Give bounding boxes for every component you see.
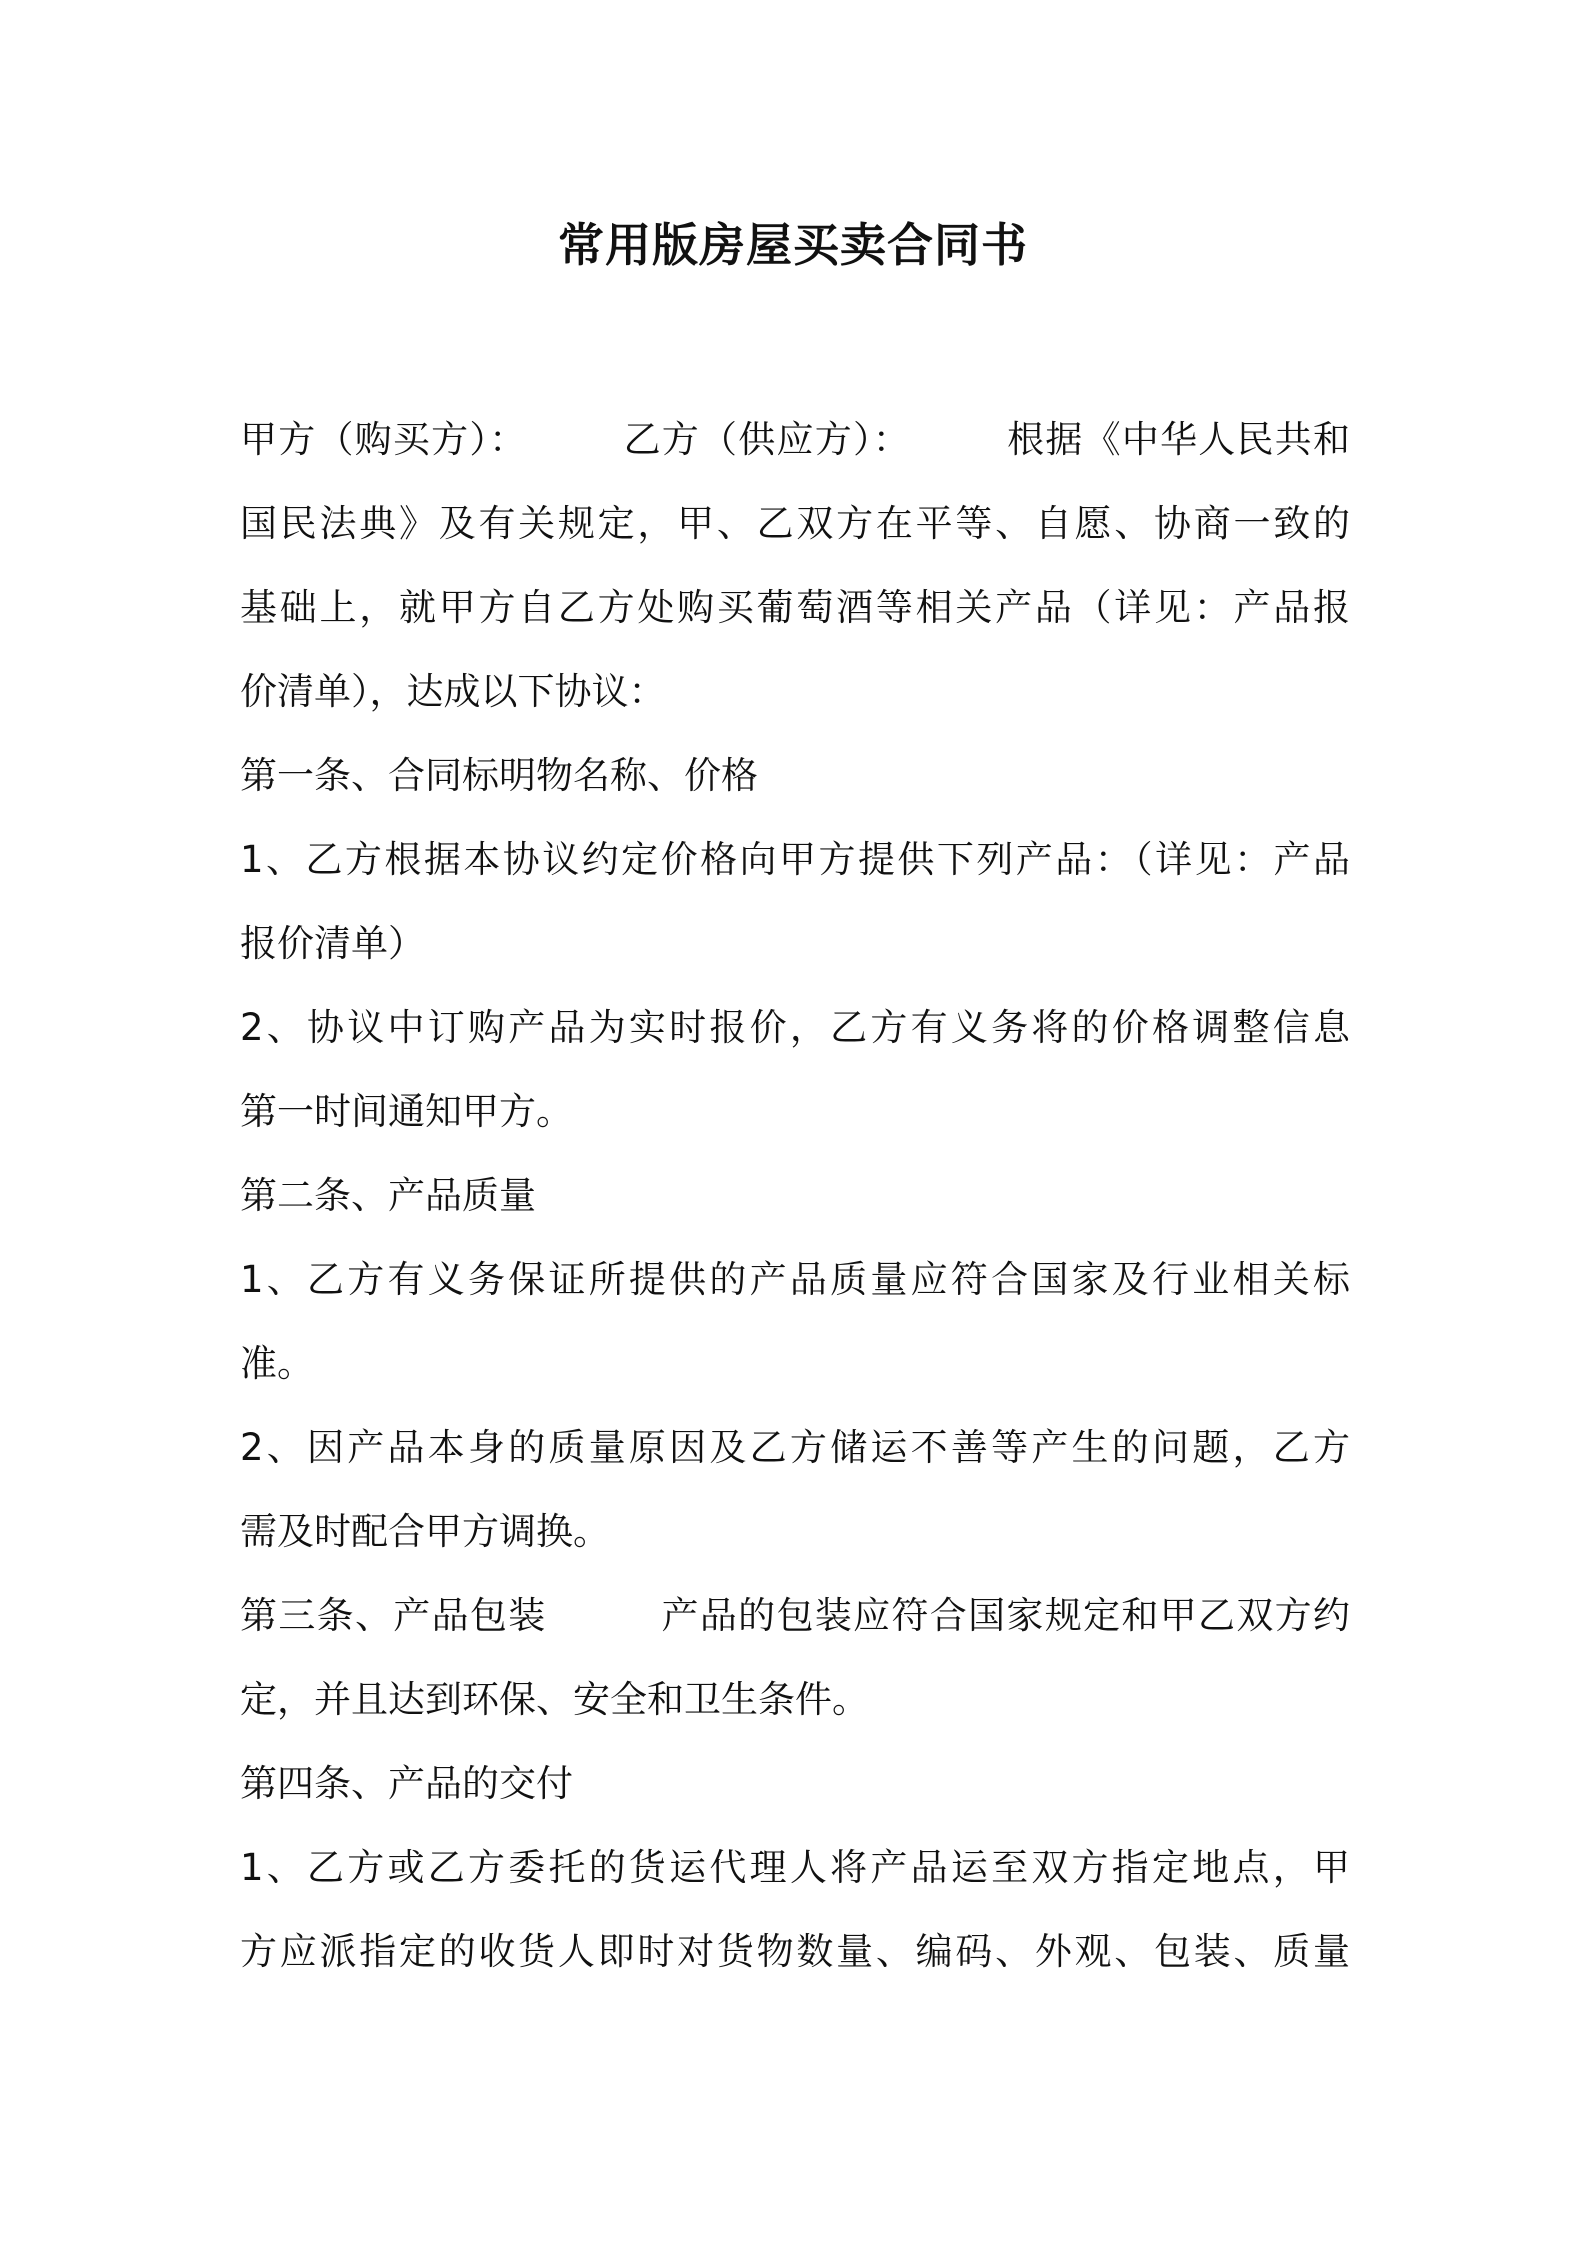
- paragraph-line: 定，并且达到环保、安全和卫生条件。: [240, 1678, 869, 1721]
- paragraph-line: 价清单），达成以下协议：: [240, 670, 666, 713]
- section-heading-2: 第二条、产品质量: [240, 1174, 536, 1217]
- section-heading-1: 第一条、合同标明物名称、价格: [240, 754, 758, 797]
- paragraph-line: 1、乙方根据本协议约定价格向甲方提供下列产品：（详见：产品: [240, 838, 1350, 881]
- paragraph-line: 国民法典》及有关规定，甲、乙双方在平等、自愿、协商一致的: [240, 502, 1350, 545]
- paragraph-line: 2、协议中订购产品为实时报价，乙方有义务将的价格调整信息: [240, 1006, 1350, 1049]
- paragraph-line: 需及时配合甲方调换。: [240, 1510, 610, 1553]
- paragraph-line: 第一时间通知甲方。: [240, 1090, 573, 1133]
- section-heading-4: 第四条、产品的交付: [240, 1762, 573, 1805]
- document-body: [240, 398, 1350, 1994]
- paragraph-line: 方应派指定的收货人即时对货物数量、编码、外观、包装、质量: [240, 1930, 1350, 1973]
- paragraph-line: 1、乙方有义务保证所提供的产品质量应符合国家及行业相关标: [240, 1258, 1350, 1301]
- paragraph-line: 2、因产品本身的质量原因及乙方储运不善等产生的问题，乙方: [240, 1426, 1350, 1469]
- paragraph-line: 报价清单）: [240, 922, 425, 965]
- paragraph-line: 基础上，就甲方自乙方处购买葡萄酒等相关产品（详见：产品报: [240, 586, 1350, 629]
- paragraph-line: 甲方（购买方）： 乙方（供应方）： 根据《中华人民共和: [240, 418, 1350, 461]
- section-heading-3: 第三条、产品包装 产品的包装应符合国家规定和甲乙双方约: [240, 1594, 1350, 1637]
- paragraph-line: 准。: [240, 1342, 314, 1385]
- paragraph-line: 1、乙方或乙方委托的货运代理人将产品运至双方指定地点，甲: [240, 1846, 1350, 1889]
- document-title: 常用版房屋买卖合同书: [558, 218, 1028, 272]
